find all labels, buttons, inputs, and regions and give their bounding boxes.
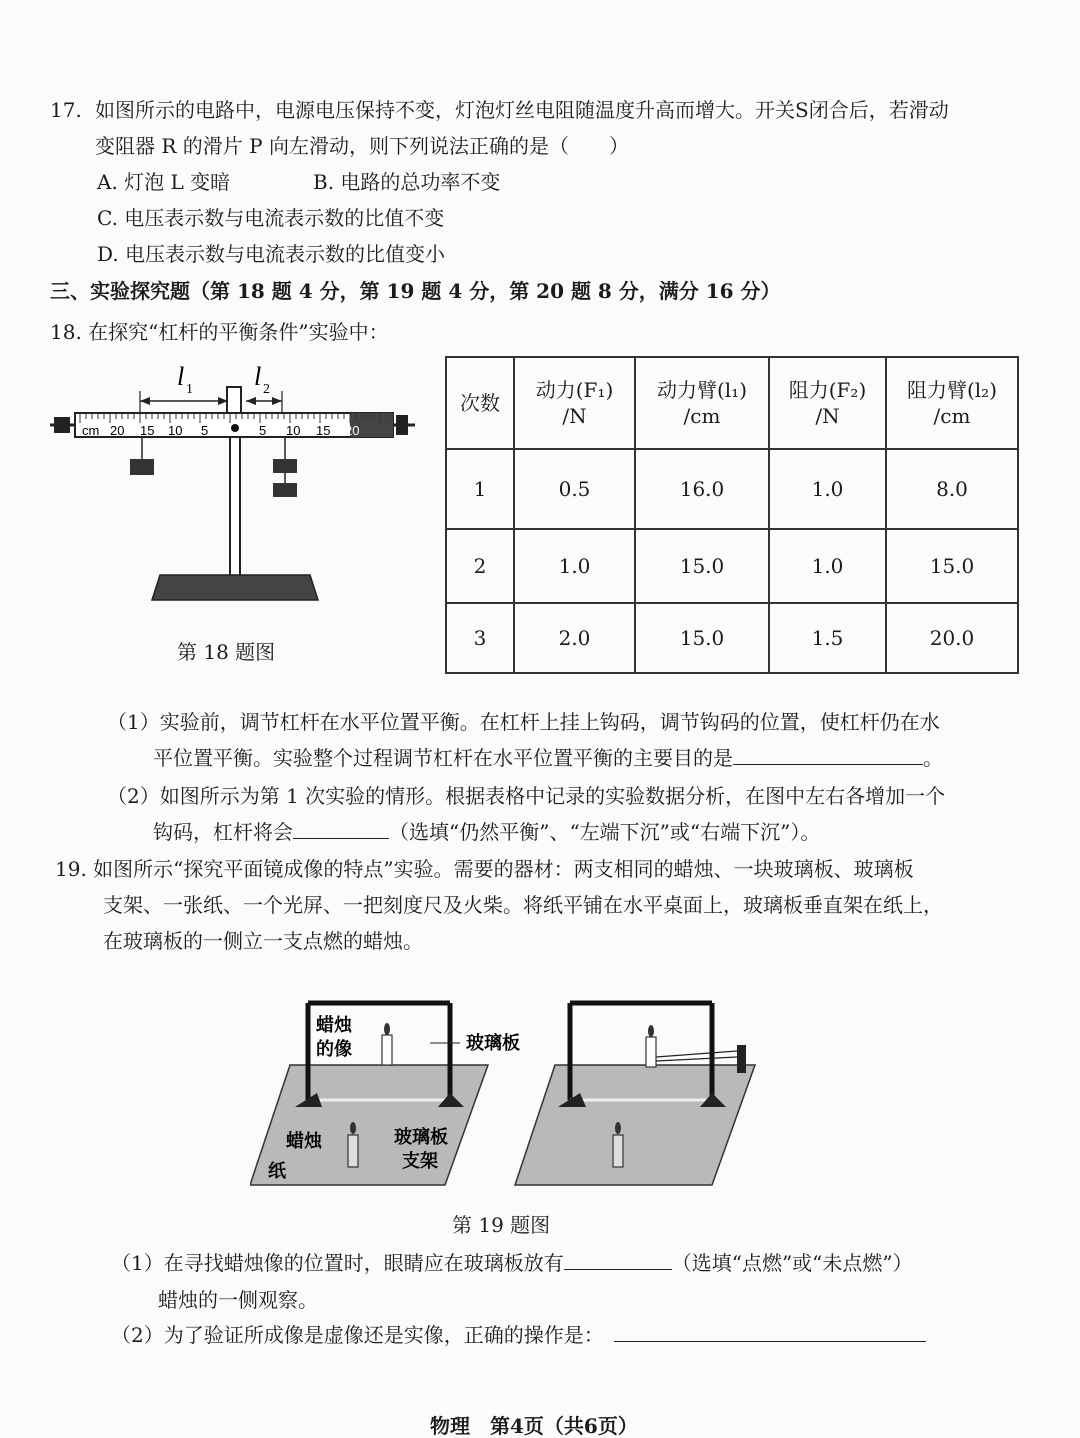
answer-blank[interactable]	[614, 1323, 926, 1342]
l2-subscript: 2	[263, 382, 270, 397]
q19-stem-line3: 在玻璃板的一侧立一支点燃的蜡烛。	[103, 929, 423, 953]
q17-stem-line1: 如图所示的电路中，电源电压保持不变，灯泡灯丝电阻随温度升高而增大。开关S闭合后，若滑动	[95, 98, 949, 122]
table-cell: 1.0	[769, 529, 886, 603]
table-cell: 1.5	[769, 603, 886, 673]
q19-part2	[111, 1323, 926, 1347]
q19-part1-text: （1）在寻找蜡烛像的位置时，眼睛应在玻璃板放有	[111, 1251, 564, 1275]
table-cell: 15.0	[635, 529, 769, 603]
q18-part1-line2	[153, 746, 943, 770]
table-header-cell: 次数	[446, 357, 514, 449]
label-candle-image-1: 蜡烛	[316, 1015, 352, 1036]
table-cell: 20.0	[886, 603, 1018, 673]
label-candle-image-2: 的像	[316, 1039, 352, 1060]
q19-part2-text: （2）为了验证所成像是虚像还是实像，正确的操作是：	[111, 1323, 604, 1347]
answer-blank[interactable]	[733, 746, 923, 765]
table-cell: 16.0	[635, 449, 769, 529]
table-cell: 1	[446, 449, 514, 529]
table-cell: 1.0	[769, 449, 886, 529]
q18-part1-line1: （1）实验前，调节杠杆在水平位置平衡。在杠杆上挂上钩码，调节钩码的位置，使杠杆仍在水	[107, 710, 940, 734]
lever-figure	[50, 355, 420, 615]
experiment-data-table	[445, 356, 1019, 674]
ruler-left-15: 15	[140, 423, 155, 438]
table-header-cell: 动力臂(l₁) /cm	[635, 357, 769, 449]
table-cell: 2.0	[514, 603, 635, 673]
table-row	[446, 449, 1018, 529]
label-candle: 蜡烛	[286, 1131, 322, 1152]
q19-part1-options: （选填“点燃”或“未点燃”）	[671, 1251, 913, 1275]
table-header-cell: 阻力臂(l₂) /cm	[886, 357, 1018, 449]
l1-subscript: 1	[186, 382, 193, 397]
table-cell: 3	[446, 603, 514, 673]
table-cell: 2	[446, 529, 514, 603]
q19-part1-line2: 蜡烛的一侧观察。	[158, 1288, 318, 1312]
label-stand-2: 支架	[402, 1151, 438, 1172]
q18-part2-options: （选填“仍然平衡”、“左端下沉”或“右端下沉”）。	[389, 820, 821, 844]
q17-option-d: D. 电压表示数与电流表示数的比值变小	[97, 242, 446, 266]
table-header-cell: 动力(F₁) /N	[514, 357, 635, 449]
table-cell: 15.0	[886, 529, 1018, 603]
mirror-figure	[250, 995, 770, 1190]
table-row	[446, 603, 1018, 673]
q19-stem-line1: 19. 如图所示“探究平面镜成像的特点”实验。需要的器材：两支相同的蜡烛、一块玻璃板、玻璃板	[55, 857, 914, 881]
label-glass-plate: 玻璃板	[466, 1033, 520, 1054]
label-paper: 纸	[268, 1161, 286, 1182]
section-heading: 三、实验探究题（第 18 题 4 分，第 19 题 4 分，第 20 题 8 分，满分 16 分）	[50, 279, 781, 303]
q17-stem-line2: 变阻器 R 的滑片 P 向左滑动，则下列说法正确的是（ ）	[95, 134, 629, 158]
table-cell: 8.0	[886, 449, 1018, 529]
label-stand-1: 玻璃板	[394, 1127, 448, 1148]
table-row	[446, 529, 1018, 603]
answer-blank[interactable]	[564, 1251, 672, 1270]
q18-part1-end: 。	[923, 746, 943, 770]
l2-label: l	[254, 362, 262, 391]
q18-part2-text: 钩码，杠杆将会	[153, 820, 293, 844]
table-header-row	[446, 357, 1018, 449]
q17-option-b: B. 电路的总功率不变	[313, 170, 501, 194]
ruler-right-10: 10	[286, 423, 301, 438]
ruler-left-10: 10	[168, 423, 183, 438]
ruler-left-20: 20	[110, 423, 125, 438]
q18-part1-text: 平位置平衡。实验整个过程调节杠杆在水平位置平衡的主要目的是	[153, 746, 733, 770]
table-header-cell: 阻力(F₂) /N	[769, 357, 886, 449]
table-cell: 15.0	[635, 603, 769, 673]
fig18-caption: 第 18 题图	[177, 640, 276, 664]
l1-label: l	[177, 362, 185, 391]
q18-stem: 18. 在探究“杠杆的平衡条件”实验中：	[50, 320, 389, 344]
ruler-right-15: 15	[316, 423, 331, 438]
table-cell: 1.0	[514, 529, 635, 603]
answer-blank[interactable]	[293, 820, 389, 839]
table-cell: 0.5	[514, 449, 635, 529]
ruler-right-20: 20	[345, 423, 360, 438]
page-footer: 物理 第4页（共6页）	[430, 1414, 638, 1438]
fig19-caption: 第 19 题图	[452, 1213, 551, 1237]
q17-option-c: C. 电压表示数与电流表示数的比值不变	[97, 206, 445, 230]
ruler-cm: cm	[82, 423, 100, 438]
q18-part2-line2	[153, 820, 820, 844]
q17-number: 17.	[50, 98, 82, 122]
q17-option-a: A. 灯泡 L 变暗	[97, 170, 231, 194]
q18-part2-line1: （2）如图所示为第 1 次实验的情形。根据表格中记录的实验数据分析，在图中左右各增加一个	[107, 784, 946, 808]
ruler-left-5: 5	[201, 423, 209, 438]
ruler-right-5: 5	[259, 423, 267, 438]
q19-stem-line2: 支架、一张纸、一个光屏、一把刻度尺及火柴。将纸平铺在水平桌面上，玻璃板垂直架在纸上，	[103, 893, 943, 917]
q19-part1-line1	[111, 1251, 913, 1275]
